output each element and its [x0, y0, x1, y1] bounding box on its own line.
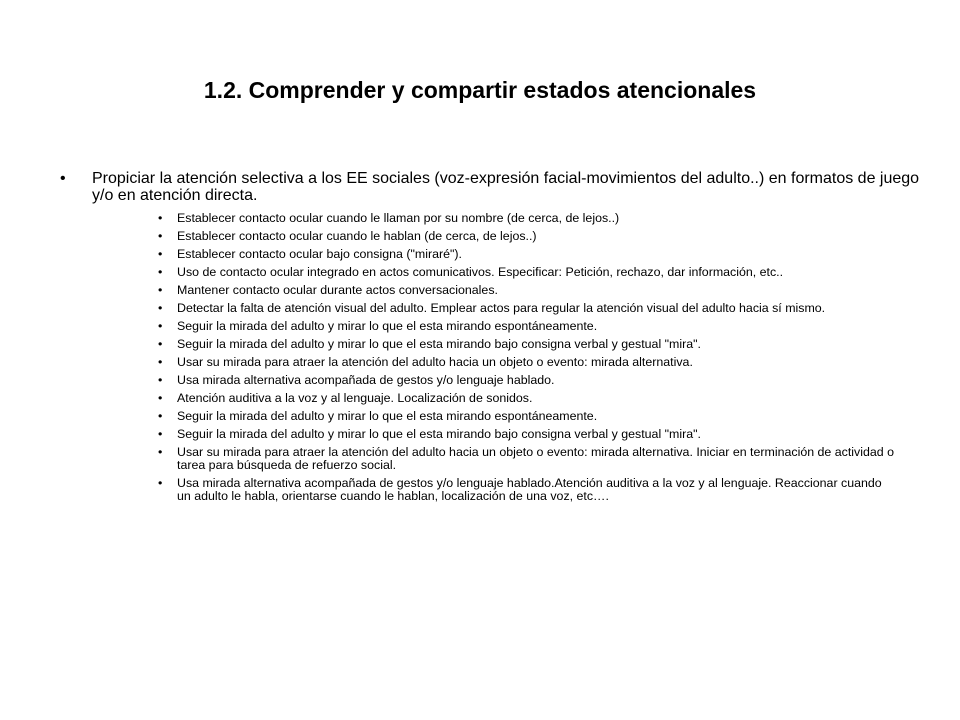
- sub-bullet-item: [60, 374, 897, 387]
- sub-bullet-item: [60, 338, 897, 351]
- bullet-icon: •: [158, 319, 163, 333]
- sub-bullet-text: Usar su mirada para atraer la atención del adulto hacia un objeto o evento: mirada alternativa.: [177, 355, 693, 369]
- sub-bullet-item: [60, 446, 897, 472]
- sub-bullet-text: Usa mirada alternativa acompañada de gestos y/o lenguaje hablado.Atención auditiva a la voz y al lenguaje. Reaccionar cuando un adulto le habla, orientarse cuando le hablan, localización de una voz, etc….: [177, 476, 882, 503]
- sub-bullet-item: [60, 248, 897, 261]
- sub-bullet-list: [60, 212, 920, 503]
- sub-bullet-item: [60, 320, 897, 333]
- sub-bullet-item: [60, 410, 897, 423]
- bullet-icon: •: [158, 265, 163, 279]
- bullet-icon: •: [158, 409, 163, 423]
- main-bullet-item: [60, 170, 920, 204]
- main-bullet-text: Propiciar la atención selectiva a los EE sociales (voz-expresión facial-movimientos del adulto..) en formatos de juego y/o en atención directa.: [92, 170, 920, 204]
- sub-bullet-text: Usar su mirada para atraer la atención del adulto hacia un objeto o evento: mirada alternativa. Iniciar en terminación de actividad o tarea para búsqueda de refuerzo social.: [177, 445, 895, 472]
- sub-bullet-text: Seguir la mirada del adulto y mirar lo que el esta mirando espontáneamente.: [177, 409, 598, 423]
- sub-bullet-item: [60, 477, 897, 503]
- sub-bullet-text: Establecer contacto ocular cuando le hablan (de cerca, de lejos..): [177, 229, 537, 243]
- sub-bullet-item: [60, 302, 897, 315]
- sub-bullet-text: Establecer contacto ocular bajo consigna ("miraré").: [177, 247, 462, 261]
- bullet-icon: •: [158, 301, 163, 315]
- bullet-icon: •: [158, 247, 163, 261]
- sub-bullet-text: Seguir la mirada del adulto y mirar lo que el esta mirando bajo consigna verbal y gestual "mira".: [177, 337, 701, 351]
- bullet-icon: •: [158, 427, 163, 441]
- bullet-icon: •: [60, 170, 66, 187]
- sub-bullet-text: Establecer contacto ocular cuando le llaman por su nombre (de cerca, de lejos..): [177, 211, 620, 225]
- sub-bullet-text: Detectar la falta de atención visual del adulto. Emplear actos para regular la atención visual del adulto hacia sí mismo.: [177, 301, 826, 315]
- bullet-icon: •: [158, 373, 163, 387]
- bullet-icon: •: [158, 211, 163, 225]
- sub-bullet-text: Mantener contacto ocular durante actos conversacionales.: [177, 283, 498, 297]
- sub-bullet-text: Atención auditiva a la voz y al lenguaje. Localización de sonidos.: [177, 391, 533, 405]
- sub-bullet-item: [60, 284, 897, 297]
- bullet-icon: •: [158, 229, 163, 243]
- sub-bullet-item: [60, 356, 897, 369]
- slide-content: [60, 170, 920, 508]
- bullet-icon: •: [158, 445, 163, 459]
- sub-bullet-text: Seguir la mirada del adulto y mirar lo que el esta mirando espontáneamente.: [177, 319, 598, 333]
- bullet-icon: •: [158, 337, 163, 351]
- slide-title: 1.2. Comprender y compartir estados atencionales: [203, 77, 757, 103]
- bullet-icon: •: [158, 283, 163, 297]
- sub-bullet-item: [60, 230, 897, 243]
- bullet-icon: •: [158, 355, 163, 369]
- sub-bullet-text: Usa mirada alternativa acompañada de gestos y/o lenguaje hablado.: [177, 373, 555, 387]
- bullet-icon: •: [158, 476, 163, 490]
- sub-bullet-text: Seguir la mirada del adulto y mirar lo que el esta mirando bajo consigna verbal y gestual "mira".: [177, 427, 701, 441]
- bullet-icon: •: [158, 391, 163, 405]
- sub-bullet-item: [60, 266, 897, 279]
- sub-bullet-item: [60, 212, 897, 225]
- sub-bullet-text: Uso de contacto ocular integrado en actos comunicativos. Especificar: Petición, rechazo, dar información, etc..: [177, 265, 784, 279]
- sub-bullet-item: [60, 428, 897, 441]
- sub-bullet-item: [60, 392, 897, 405]
